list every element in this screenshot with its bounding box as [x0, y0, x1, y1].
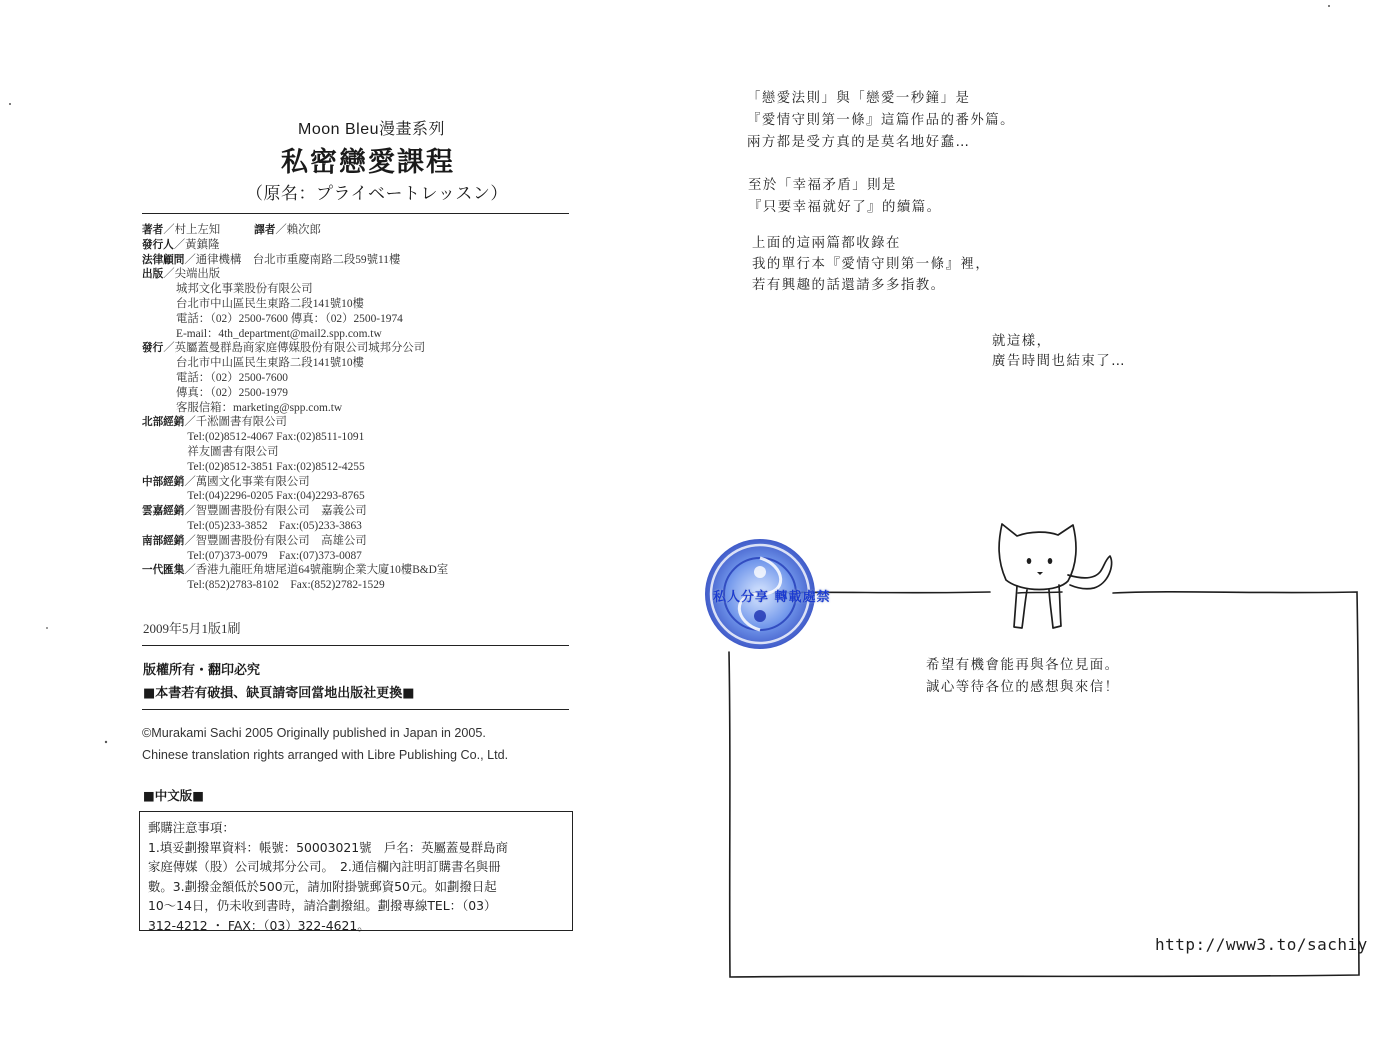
hand-drawn-frame — [729, 592, 1359, 977]
scan-specks — [9, 5, 1330, 743]
credit-value: ／賴次郎 — [275, 224, 321, 236]
print-date: 2009年5月1版1刷 — [143, 621, 241, 636]
book-title: 私密戀愛課程 — [281, 147, 455, 178]
afterword-line: 廣告時間也結束了… — [992, 354, 1127, 369]
replace-notice: ■本書若有破損、缺頁請寄回當地出版社更換■ — [143, 686, 415, 701]
credit-value: E-mail：4th_department@mail2.spp.com.tw — [176, 327, 382, 340]
credit-value: ／智豐圖書股份有限公司 高雄公司 — [184, 534, 367, 547]
original-title: （原名：プライベートレッスン） — [246, 184, 508, 204]
credit-value: Tel:(852)2783-8102 Fax:(852)2782-1529 — [176, 579, 385, 592]
afterword-line: 若有興趣的話還請多多指教。 — [752, 278, 946, 293]
credit-value: ／通律機構 台北市重慶南路二段59號11樓 — [184, 253, 401, 266]
afterword-line: 就這樣， — [992, 334, 1052, 349]
mail-order-line: 郵購注意事項： — [148, 820, 235, 835]
credit-value: ／千淞圖書有限公司 — [184, 416, 287, 429]
afterword-paragraph-2 — [748, 175, 942, 219]
credit-value: 城邦文化事業股份有限公司 — [176, 283, 313, 296]
afterword-line: 誠心等待各位的感想與來信！ — [926, 680, 1120, 695]
credit-value: ／萬國文化事業有限公司 — [184, 475, 310, 488]
mail-order-line: 312-4212 ・ FAX：（03）322-4621。 — [148, 917, 370, 933]
series-name: Moon Bleu漫畫系列 — [298, 121, 445, 138]
credit-value: Tel:(04)2296-0205 Fax:(04)2293-8765 — [176, 490, 365, 503]
credit-label: 發行人 — [142, 238, 174, 251]
credit-value: ／英屬蓋曼群島商家庭傳媒股份有限公司城邦分公司 — [163, 342, 426, 355]
credit-value: ／黃鎮隆 — [173, 238, 220, 251]
mail-order-line: 1.填妥劃撥單資料：帳號：50003021號 戶名：英屬蓋曼群島商 — [148, 839, 508, 855]
closing-message — [926, 655, 1120, 699]
credit-value: Tel:(02)8512-4067 Fax:(02)8511-1091 — [176, 431, 365, 444]
credit-value: 台北市中山區民生東路二段141號10樓 — [176, 297, 364, 310]
edition-label: ■中文版■ — [143, 788, 205, 803]
cat-icon — [999, 524, 1112, 628]
mail-order-line: 數。3.劃撥金額低於500元，請加附掛號郵資50元。如劃撥日起 — [148, 878, 497, 894]
afterword-line: 希望有機會能再與各位見面。 — [926, 658, 1120, 673]
credit-label: 雲嘉經銷 — [142, 505, 185, 518]
credit-value: Tel:(05)233-3852 Fax:(05)233-3863 — [176, 519, 362, 532]
afterword-line: 『愛情守則第一條』這篇作品的番外篇。 — [747, 113, 1016, 128]
copyright-line-2: Chinese translation rights arranged with Libre Publishing Co., Ltd. — [142, 748, 509, 762]
credit-value: Tel:(07)373-0079 Fax:(07)373-0087 — [176, 549, 362, 562]
credit-label: 著者 — [142, 224, 164, 236]
afterword-paragraph-1 — [747, 88, 1015, 154]
credit-value: 客服信箱：marketing@spp.com.tw — [176, 401, 343, 414]
mail-order-line: 10～14日，仍未收到書時，請洽劃撥組。劃撥專線TEL：（03） — [148, 898, 497, 914]
credit-value: ／香港九龍旺角塘尾道64號龍駒企業大廈10樓B&D室 — [184, 564, 449, 577]
credit-value: ／尖端出版 — [163, 268, 221, 281]
credit-value: 祥友圖書有限公司 — [176, 445, 279, 458]
credit-value: Tel:(02)8512-3851 Fax:(02)8512-4255 — [176, 460, 365, 473]
credit-value: ／村上左知 — [163, 224, 221, 236]
copyright-line-1: ©Murakami Sachi 2005 Originally published in Japan in 2005. — [142, 726, 486, 740]
watermark-text: 私人分享 轉載處禁 — [713, 590, 831, 605]
credit-value: 台北市中山區民生東路二段141號10樓 — [176, 357, 364, 370]
cat-face — [1027, 558, 1053, 575]
credit-value: 傳真：（02）2500-1979 — [176, 386, 288, 399]
credit-label: 發行 — [142, 342, 164, 355]
credit-label: 出版 — [142, 268, 164, 281]
credit-label: 南部經銷 — [142, 534, 185, 547]
credit-label: 譯者 — [254, 224, 276, 236]
afterword-line: 『只要幸福就好了』的續篇。 — [748, 200, 942, 215]
credit-label: 一代匯集 — [142, 564, 185, 577]
credit-label: 法律顧問 — [142, 253, 185, 266]
credit-label: 中部經銷 — [142, 475, 185, 488]
author-url: http://www3.to/sachiy — [1155, 935, 1368, 954]
afterword-line: 「戀愛法則」與「戀愛一秒鐘」是 — [747, 91, 971, 106]
rights-notice: 版權所有・翻印必究 — [143, 663, 261, 678]
afterword-line: 兩方都是受方真的是莫名地好蠢… — [747, 135, 971, 150]
afterword-line: 我的單行本『愛情守則第一條』裡， — [752, 257, 991, 272]
mail-order-line: 家庭傳媒（股）公司城邦分公司。 2.通信欄內註明訂購書名與冊 — [148, 859, 501, 875]
afterword-paragraph-3 — [752, 233, 990, 296]
credit-label: 北部經銷 — [142, 416, 185, 429]
credit-value: 電話：（02）2500-7600 傳真：（02）2500-1974 — [176, 312, 403, 325]
credit-value: ／智豐圖書股份有限公司 嘉義公司 — [184, 505, 367, 518]
afterword-paragraph-4 — [992, 332, 1126, 372]
credit-value: 電話：（02）2500-7600 — [176, 371, 288, 384]
afterword-line: 至於「幸福矛盾」則是 — [748, 178, 897, 193]
afterword-line: 上面的這兩篇都收錄在 — [752, 236, 901, 251]
